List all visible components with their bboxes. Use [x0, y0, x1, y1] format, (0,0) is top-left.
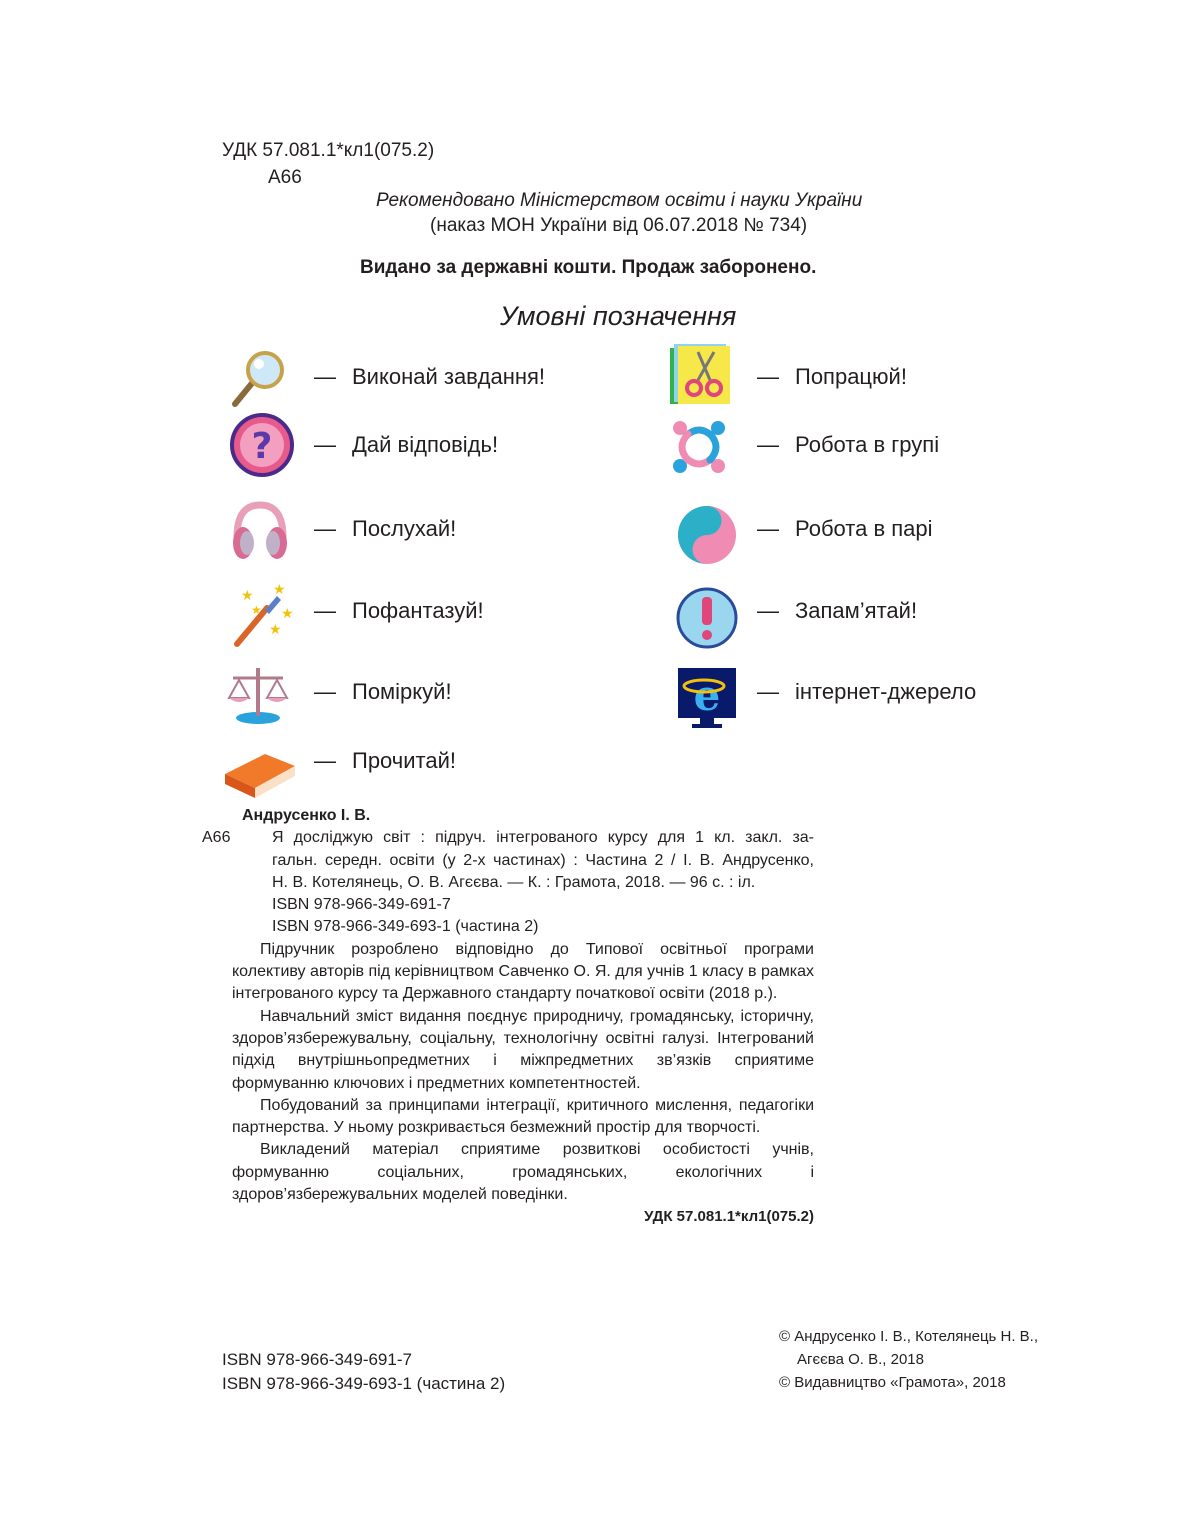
- bib-code: А66: [202, 829, 231, 847]
- copyright-authors-cont: Агєєва О. В., 2018: [797, 1351, 924, 1368]
- legend-label-answer: — Дай відповідь!: [314, 432, 499, 457]
- bib-paragraph-wrap: [202, 939, 814, 1207]
- footer-isbn: ISBN 978-966-349-691-7: [222, 1350, 412, 1369]
- legend-label-internet: — інтернет-джерело: [757, 679, 977, 704]
- bib-paragraph: Підручник розроблено відповідно до Типової освітньої програми колективу авторів під керівництвом Савченко О. Я. для учнів 1 класу в рамках інтегрованого курсу та Державного стандарту початкової освіти (2018 р.).: [232, 940, 814, 1003]
- recommendation-text: Рекомендовано Міністерством освіти і науки України: [376, 190, 863, 211]
- bib-title-line: Я досліджую світ : підруч. інтегрованого курсу для 1 кл. закл. за-: [272, 829, 814, 847]
- order-text: (наказ МОН України від 06.07.2018 № 734): [430, 215, 808, 236]
- magnifier-icon: [225, 346, 291, 412]
- bib-paragraph: Побудований за принципами інтеграції, критичного мислення, педагогіки партнерства. У ньому розкривається безмежний простір для творчості.: [232, 1096, 814, 1137]
- book-icon: [221, 740, 299, 806]
- legend-label-read: — Прочитай!: [314, 748, 457, 773]
- legend-label-imagine: — Пофантазуй!: [314, 598, 484, 623]
- legend-label-think: — Поміркуй!: [314, 679, 452, 704]
- bibliographic-record: [202, 805, 814, 1229]
- scissors-icon: [668, 342, 734, 408]
- internet-icon: [674, 664, 740, 730]
- bib-udk: УДК 57.081.1*кл1(075.2): [644, 1208, 814, 1226]
- bib-isbn: ISBN 978-966-349-691-7: [272, 896, 451, 914]
- paintbrush-icon: [229, 584, 295, 650]
- svg-text:★: ★: [269, 621, 282, 637]
- udk-code: УДК 57.081.1*кл1(075.2): [222, 140, 435, 161]
- question-icon: [229, 412, 295, 478]
- author-mark: А66: [268, 167, 302, 188]
- state-funded-notice: Видано за державні кошти. Продаж заборонено.: [360, 257, 817, 278]
- scales-icon: [225, 662, 291, 728]
- exclamation-icon: [674, 585, 740, 651]
- svg-text:?: ?: [251, 426, 273, 467]
- bib-paragraph: Навчальний зміст видання поєднує природничу, громадянську, історичну, здоров’язбережувальну, соціальну, технологічну освітні галузі. Інтегрований підхід внутрішньопредметних і міжпредметних зв’язків сприятиме формуванню ключових і предметних компетентностей.: [232, 1007, 814, 1092]
- legend-label-group: — Робота в групі: [757, 432, 940, 457]
- copyright-authors: © Андрусенко І. В., Котелянець Н. В.,: [779, 1328, 1039, 1345]
- bib-title-line: гальн. середн. освіти (у 2-х частинах) : Частина 2 / І. В. Андрусенко,: [272, 851, 814, 869]
- bib-line: [202, 827, 814, 849]
- bib-paragraph: Викладений матеріал сприятиме розвиткові особистості учнів, формуванню соціальних, громадянських, екологічних і здоров’язбережувальних моделей поведінки.: [232, 1141, 814, 1204]
- author-name: Андрусенко І. В.: [242, 807, 371, 824]
- svg-text:★: ★: [241, 587, 254, 603]
- copyright-publisher: © Видавництво «Грамота», 2018: [779, 1374, 1006, 1391]
- svg-text:★: ★: [273, 584, 286, 597]
- svg-text:★: ★: [281, 605, 294, 621]
- headphones-icon: [227, 499, 293, 565]
- svg-text:e: e: [693, 671, 721, 720]
- legend-label-pair: — Робота в парі: [757, 516, 933, 541]
- bib-title-line: Н. В. Котелянець, О. В. Агєєва. — К. : Грамота, 2018. — 96 с. : іл.: [272, 873, 756, 891]
- svg-text:★: ★: [251, 603, 262, 617]
- bib-isbn: ISBN 978-966-349-693-1 (частина 2): [272, 918, 539, 936]
- group-icon: [666, 414, 732, 480]
- legend-label-task: — Виконай завдання!: [314, 364, 546, 389]
- pair-icon: [674, 502, 740, 568]
- legend-label-remember: — Запам’ятай!: [757, 598, 918, 623]
- legend-label-work: — Попрацюй!: [757, 364, 907, 389]
- footer-isbn: ISBN 978-966-349-693-1 (частина 2): [222, 1374, 506, 1393]
- legend-label-listen: — Послухай!: [314, 516, 457, 541]
- legend-title: Умовні позначення: [500, 301, 737, 331]
